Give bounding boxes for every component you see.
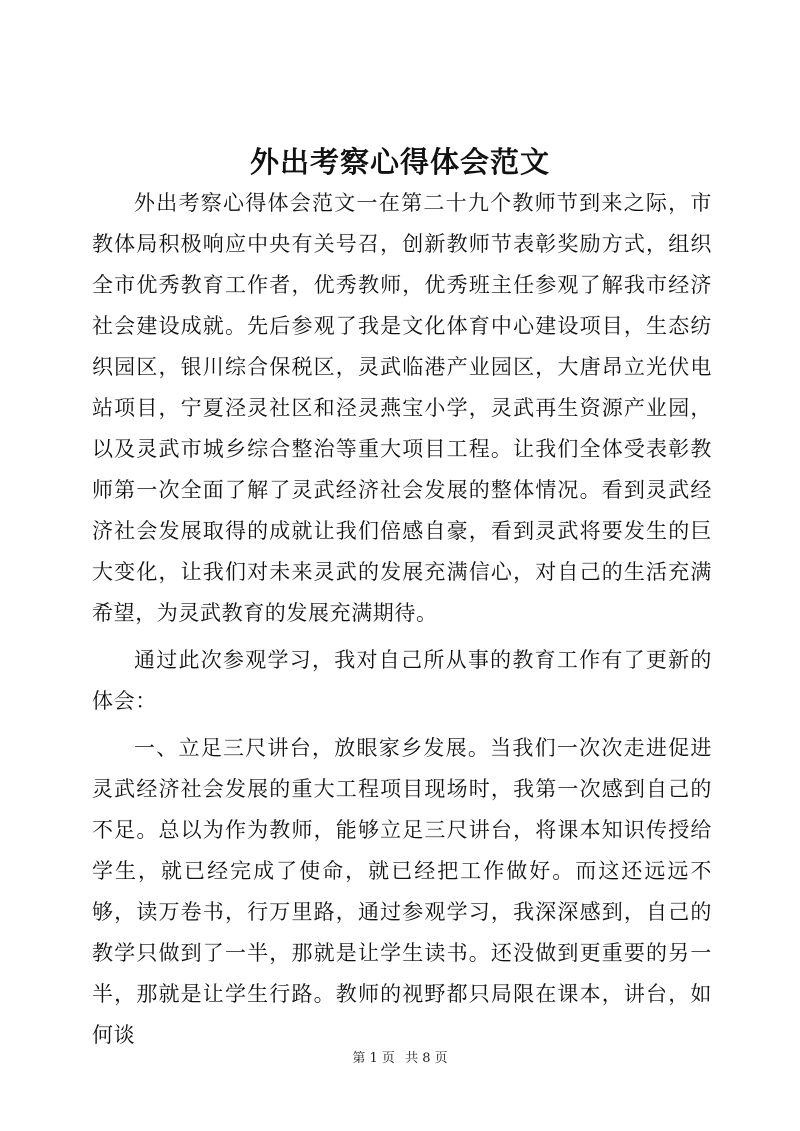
document-title: 外出考察心得体会范文 <box>249 145 550 179</box>
paragraph-intro: 外出考察心得体会范文一在第二十九个教师节到来之际，市教体局积极响应中央有关号召，创新教师节表彰奖励方式，组织全市优秀教育工作者，优秀教师，优秀班主任参观了解我市经济社会建设成就。先后参观了我是文化体育中心建设项目，生态纺织园区，银川综合保税区，灵武临港产业园区，大唐昂立光伏电站项目，宁夏泾灵社区和泾灵燕宝小学，灵武再生资源产业园，以及灵武市城乡综合整治等重大项目工程。让我们全体受表彰教师第一次全面了解了灵武经济社会发展的整体情况。看到灵武经济社会发展取得的成就让我们倍感自豪，看到灵武将要发生的巨大变化，让我们对未来灵武的发展充满信心，对自己的生活充满希望，为灵武教育的发展充满期待。 <box>92 191 712 625</box>
document-body <box>92 183 712 1056</box>
page-number: 第 1 页 <box>352 1051 395 1066</box>
page-footer <box>0 1047 800 1066</box>
page-total: 共 8 页 <box>405 1051 448 1066</box>
paragraph-point-one: 一、立足三尺讲台，放眼家乡发展。当我们一次次走进促进灵武经济社会发展的重大工程项目现场时，我第一次感到自己的不足。总以为作为教师，能够立足三尺讲台，将课本知识传授给学生，就已经完成了使命，就已经把工作做好。而这还远远不够，读万卷书，行万里路，通过参观学习，我深深感到，自己的教学只做到了一半，那就是让学生读书。还没做到更重要的另一半，那就是让学生行路。教师的视野都只局限在课本，讲台，如何谈 <box>92 736 712 1047</box>
paragraph-experience: 通过此次参观学习，我对自己所从事的教育工作有了更新的体会： <box>92 648 712 713</box>
